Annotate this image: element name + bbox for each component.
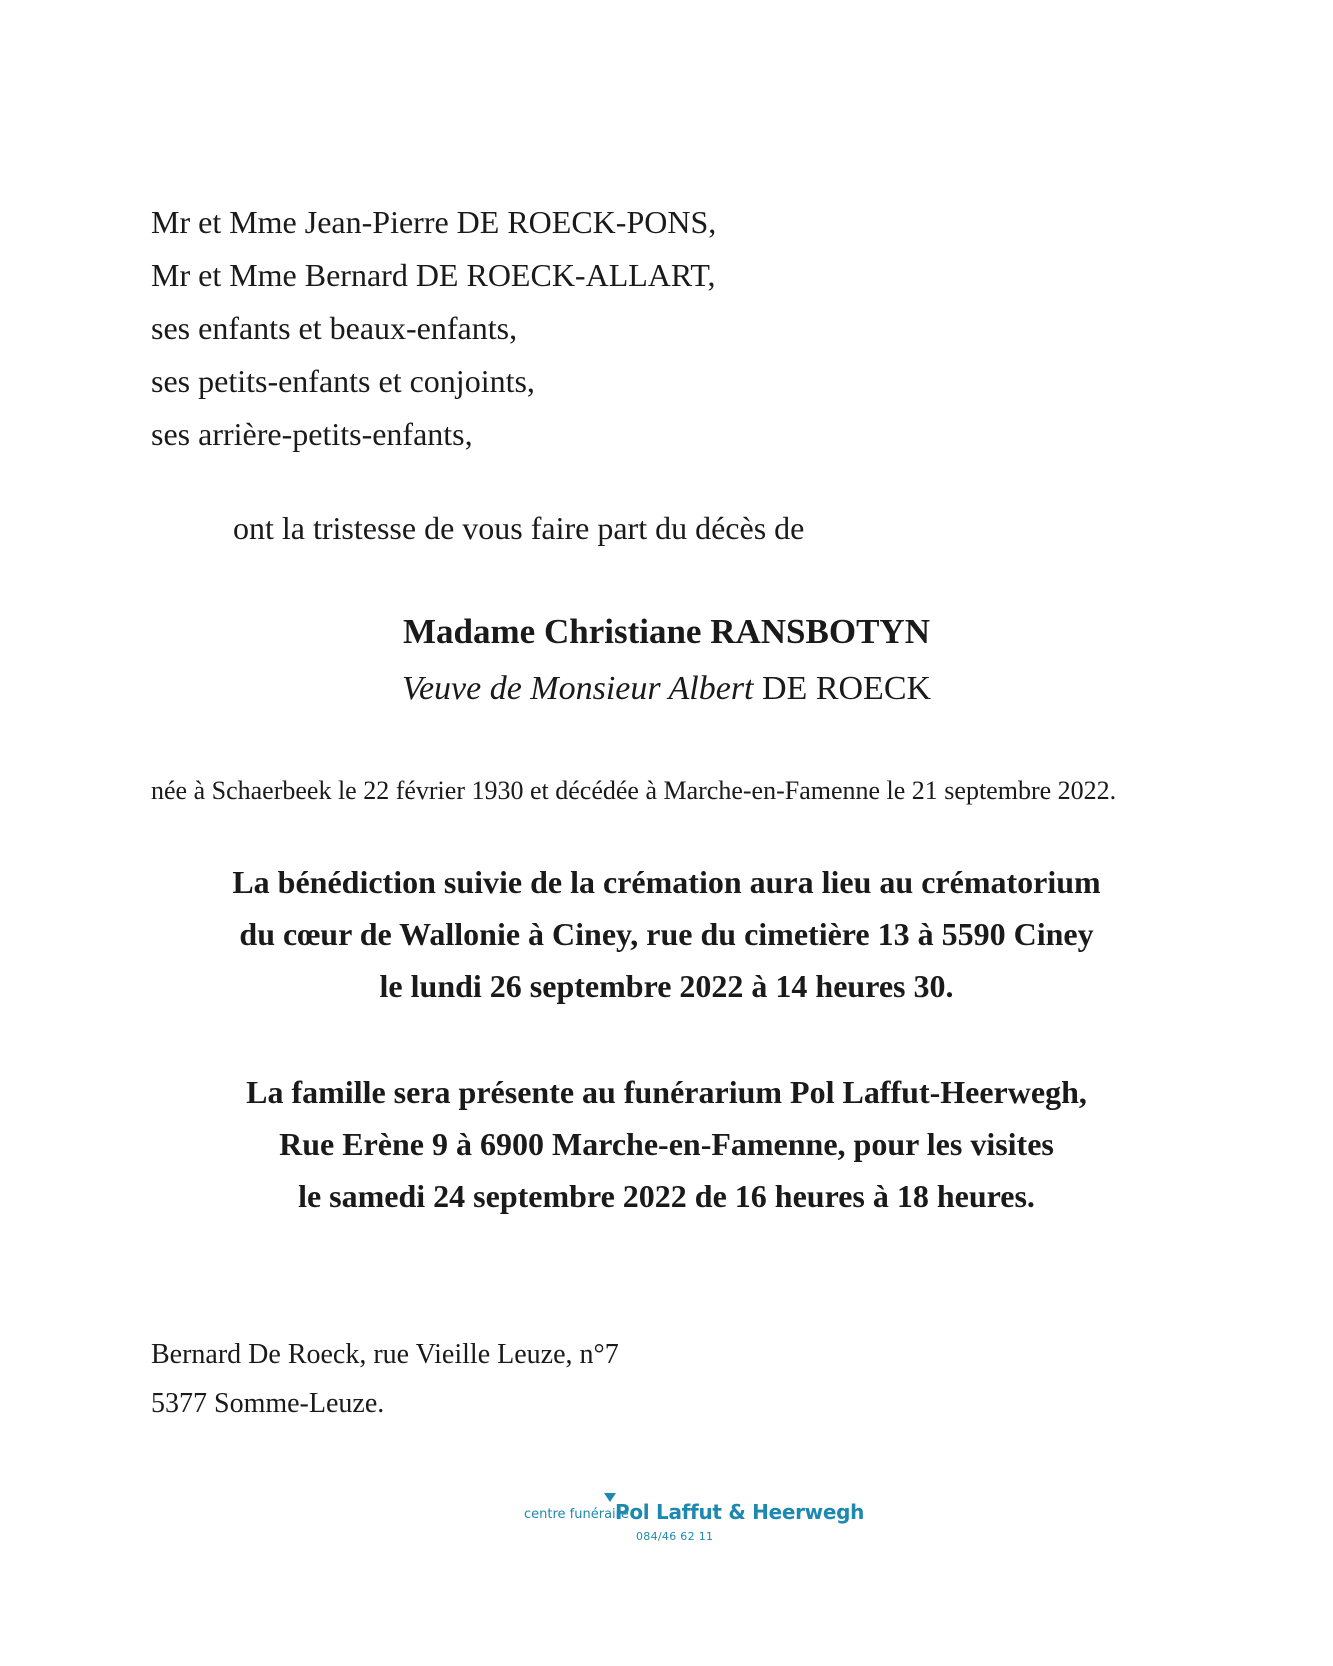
family-line: ses arrière-petits-enfants, <box>151 416 473 452</box>
visit-line: La famille sera présente au funérarium Pol Laffut-Heerwegh, <box>246 1074 1087 1110</box>
ceremony-line: La bénédiction suivie de la crémation aura lieu au crématorium <box>232 864 1101 900</box>
visit-line: le samedi 24 septembre 2022 de 16 heures à 18 heures. <box>298 1178 1035 1214</box>
logo-name: Pol Laffut & Heerwegh <box>615 1500 865 1524</box>
deceased-subtitle <box>0 670 1333 708</box>
ceremony-details <box>0 856 1333 1012</box>
funeral-home-logo <box>524 1488 865 1548</box>
subtitle-surname: DE ROECK <box>753 670 932 707</box>
logo-tagline: centre funéraire <box>524 1507 629 1522</box>
contact-line: 5377 Somme-Leuze. <box>151 1388 385 1419</box>
contact-line: Bernard De Roeck, rue Vieille Leuze, n°7 <box>151 1339 619 1370</box>
family-line: ses enfants et beaux-enfants, <box>151 310 518 346</box>
ceremony-line: le lundi 26 septembre 2022 à 14 heures 30. <box>379 968 954 1004</box>
visit-details <box>0 1066 1333 1222</box>
family-line: Mr et Mme Jean-Pierre DE ROECK-PONS, <box>151 204 717 240</box>
birth-death-dates: née à Schaerbeek le 22 février 1930 et décédée à Marche-en-Famenne le 21 septembre 2022. <box>151 776 1117 805</box>
ceremony-line: du cœur de Wallonie à Ciney, rue du cimetière 13 à 5590 Ciney <box>239 916 1094 952</box>
visit-line: Rue Erène 9 à 6900 Marche-en-Famenne, pour les visites <box>279 1126 1054 1162</box>
announcement-intro: ont la tristesse de vous faire part du décès de <box>233 510 805 546</box>
deceased-name: Madame Christiane RANSBOTYN <box>403 612 930 651</box>
family-line: Mr et Mme Bernard DE ROECK-ALLART, <box>151 257 716 293</box>
contact-address <box>151 1330 619 1428</box>
family-line: ses petits-enfants et conjoints, <box>151 363 535 399</box>
subtitle-italic-part: Veuve de Monsieur Albert <box>401 670 754 707</box>
logo-phone: 084/46 62 11 <box>636 1530 714 1543</box>
family-list <box>151 196 716 461</box>
